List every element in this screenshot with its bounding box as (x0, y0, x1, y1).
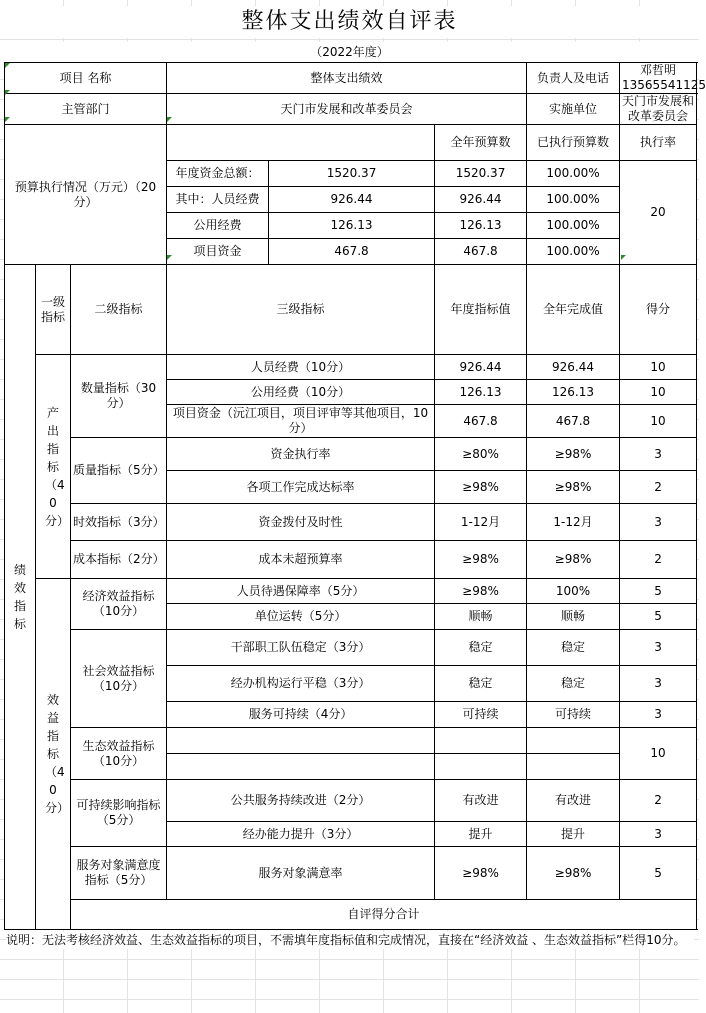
indicator-name-empty[interactable] (167, 754, 435, 780)
indicator-target[interactable]: 1-12月 (435, 504, 527, 541)
quantity-indicator-label[interactable]: 数量指标（30分） (71, 355, 167, 438)
indicator-row (5, 630, 697, 666)
indicator-target[interactable]: ≥80% (435, 438, 527, 471)
indicator-target-empty[interactable] (435, 754, 527, 780)
indicator-actual-empty[interactable] (527, 728, 620, 754)
indicator-name[interactable]: 经办能力提升（3分） (167, 822, 435, 847)
page-subtitle: （2022年度） (0, 42, 699, 62)
project-name-label[interactable]: 项目 名称 (5, 63, 167, 94)
indicator-score[interactable]: 3 (620, 630, 697, 666)
total-label[interactable]: 自评得分合计 (71, 900, 697, 930)
col-exec-rate[interactable]: 执行率 (620, 125, 697, 161)
indicator-target[interactable]: ≥98% (435, 471, 527, 504)
indicator-row (5, 579, 697, 604)
indicator-actual[interactable]: ≥98% (527, 847, 620, 900)
col-level3[interactable]: 三级指标 (167, 265, 435, 355)
indicator-row (5, 355, 697, 380)
indicator-score[interactable]: 10 (620, 380, 697, 405)
indicator-score[interactable]: 10 (620, 355, 697, 380)
col-level2[interactable]: 二级指标 (71, 265, 167, 355)
ecological-score[interactable]: 10 (620, 728, 697, 780)
indicator-actual[interactable]: 稳定 (527, 666, 620, 702)
budget-row-rate[interactable]: 100.00% (527, 187, 620, 213)
budget-row-executed[interactable]: 1520.37 (435, 161, 527, 187)
budget-score[interactable]: 20 (620, 161, 697, 265)
budget-row-label[interactable]: 年度资金总额： (167, 161, 269, 187)
benefit-indicator-label[interactable]: 效益指标（40分） (36, 579, 71, 930)
indicator-score[interactable]: 3 (620, 504, 697, 541)
cell-marker (167, 117, 172, 122)
indicator-target-empty[interactable] (435, 728, 527, 754)
budget-row-annual[interactable]: 926.44 (269, 187, 435, 213)
indicator-actual[interactable]: 稳定 (527, 630, 620, 666)
indicator-target[interactable]: 可持续 (435, 702, 527, 728)
indicator-target[interactable]: 126.13 (435, 380, 527, 405)
indicator-actual[interactable]: ≥98% (527, 471, 620, 504)
dept-label[interactable]: 主管部门 (5, 94, 167, 125)
indicator-score[interactable]: 3 (620, 822, 697, 847)
indicator-score[interactable]: 5 (620, 579, 697, 604)
economic-indicator-label[interactable]: 经济效益指标（10分） (71, 579, 167, 630)
indicator-row (5, 780, 697, 822)
indicator-target[interactable]: 提升 (435, 822, 527, 847)
col-level1[interactable]: 一级指标 (36, 265, 71, 355)
indicator-name[interactable]: 公用经费（10分） (167, 380, 435, 405)
budget-row-label[interactable]: 项目资金 (167, 239, 269, 265)
indicator-actual[interactable]: 467.8 (527, 405, 620, 438)
cell-marker (621, 255, 626, 260)
indicator-target[interactable]: ≥98% (435, 541, 527, 579)
sustainable-indicator-label[interactable]: 可持续影响指标（5分） (71, 780, 167, 847)
quality-indicator-label[interactable]: 质量指标（5分） (71, 438, 167, 504)
indicator-score[interactable]: 2 (620, 541, 697, 579)
budget-row-rate[interactable]: 100.00% (527, 213, 620, 239)
output-indicator-label[interactable]: 产出指标（40分） (36, 355, 71, 579)
budget-row-executed[interactable]: 126.13 (435, 213, 527, 239)
indicator-row (5, 504, 697, 541)
indicator-name[interactable]: 人员待遇保障率（5分） (167, 579, 435, 604)
cell-marker (5, 117, 10, 122)
indicator-score[interactable]: 5 (620, 847, 697, 900)
col-indicator-score[interactable]: 得分 (620, 265, 697, 355)
col-annual-budget[interactable]: 全年预算数 (435, 125, 527, 161)
indicator-name[interactable]: 项目资金（沅江项目，项目评审等其他项目，10分） (167, 405, 435, 438)
indicator-name[interactable]: 成本未超预算率 (167, 541, 435, 579)
ecological-indicator-label[interactable]: 生态效益指标（10分） (71, 728, 167, 780)
budget-row-executed[interactable]: 926.44 (435, 187, 527, 213)
indicator-target[interactable]: ≥98% (435, 579, 527, 604)
indicator-name[interactable]: 服务可持续（4分） (167, 702, 435, 728)
col-target[interactable]: 年度指标值 (435, 265, 527, 355)
indicator-name[interactable]: 经办机构运行平稳（3分） (167, 666, 435, 702)
satisfaction-indicator-label[interactable]: 服务对象满意度指标（5分） (71, 847, 167, 900)
indicator-name[interactable]: 人员经费（10分） (167, 355, 435, 380)
indicator-actual[interactable]: ≥98% (527, 541, 620, 579)
cost-indicator-label[interactable]: 成本指标（2分） (71, 541, 167, 579)
indicator-actual-empty[interactable] (527, 754, 620, 780)
indicator-target[interactable]: 467.8 (435, 405, 527, 438)
budget-row-annual[interactable]: 467.8 (269, 239, 435, 265)
evaluation-table (4, 62, 706, 930)
cell-marker (5, 90, 10, 95)
perf-indicator-label[interactable]: 绩效指标 (5, 265, 36, 930)
indicator-actual[interactable]: 100% (527, 579, 620, 604)
total-row (5, 900, 697, 930)
indicator-target[interactable]: 顺畅 (435, 604, 527, 630)
impl-value[interactable]: 天门市发展和改革委员会 (620, 94, 697, 125)
budget-row-executed[interactable]: 467.8 (435, 239, 527, 265)
timeliness-indicator-label[interactable]: 时效指标（3分） (71, 504, 167, 541)
indicator-score[interactable]: 10 (620, 405, 697, 438)
indicator-name[interactable]: 资金执行率 (167, 438, 435, 471)
indicator-header-row (5, 265, 697, 355)
indicator-target[interactable]: 926.44 (435, 355, 527, 380)
page-title: 整体支出绩效自评表 (0, 6, 699, 38)
dept-value[interactable]: 天门市发展和改革委员会 (167, 94, 527, 125)
budget-row-label[interactable]: 公用经费 (167, 213, 269, 239)
indicator-actual[interactable]: 1-12月 (527, 504, 620, 541)
budget-header-row (5, 125, 697, 161)
indicator-name-empty[interactable] (167, 728, 435, 754)
indicator-actual[interactable]: 126.13 (527, 380, 620, 405)
cell-marker (5, 63, 10, 68)
indicator-actual[interactable]: 有改进 (527, 780, 620, 822)
indicator-target[interactable]: 稳定 (435, 630, 527, 666)
indicator-score[interactable]: 3 (620, 702, 697, 728)
col-executed-budget[interactable]: 已执行预算数 (527, 125, 620, 161)
indicator-actual[interactable]: ≥98% (527, 438, 620, 471)
indicator-name[interactable]: 干部职工队伍稳定（3分） (167, 630, 435, 666)
indicator-name[interactable]: 服务对象满意率 (167, 847, 435, 900)
indicator-score[interactable]: 2 (620, 471, 697, 504)
budget-row-annual[interactable]: 1520.37 (269, 161, 435, 187)
indicator-target[interactable]: 稳定 (435, 666, 527, 702)
indicator-name[interactable]: 公共服务持续改进（2分） (167, 780, 435, 822)
col-actual[interactable]: 全年完成值 (527, 265, 620, 355)
budget-blank-cell[interactable] (167, 125, 435, 161)
budget-row-label[interactable]: 其中：人员经费 (167, 187, 269, 213)
indicator-score[interactable]: 3 (620, 438, 697, 471)
indicator-row (5, 541, 697, 579)
indicator-name[interactable]: 单位运转（5分） (167, 604, 435, 630)
indicator-name[interactable]: 资金拨付及时性 (167, 504, 435, 541)
indicator-score[interactable]: 3 (620, 666, 697, 702)
social-indicator-label[interactable]: 社会效益指标（10分） (71, 630, 167, 728)
indicator-row (5, 728, 697, 754)
indicator-row (5, 438, 697, 471)
indicator-actual[interactable]: 顺畅 (527, 604, 620, 630)
indicator-target[interactable]: 有改进 (435, 780, 527, 822)
budget-row-rate[interactable]: 100.00% (527, 239, 620, 265)
indicator-target[interactable]: ≥98% (435, 847, 527, 900)
budget-row-rate[interactable]: 100.00% (527, 161, 620, 187)
project-name-value[interactable]: 整体支出绩效 (167, 63, 527, 94)
indicator-score[interactable]: 5 (620, 604, 697, 630)
indicator-name[interactable]: 各项工作完成达标率 (167, 471, 435, 504)
cell-marker (167, 255, 172, 260)
budget-section-label[interactable]: 预算执行情况（万元）（20分） (5, 125, 167, 265)
indicator-actual[interactable]: 提升 (527, 822, 620, 847)
project-row (5, 63, 697, 94)
department-row (5, 94, 697, 125)
explanation-note: 说明：无法考核经济效益、生态效益指标的项目，不需填年度指标值和完成情况，直接在“经济效益 、生态效益指标”栏得10分。 (6, 932, 694, 949)
contact-value[interactable]: 邓哲明 13565541125 (620, 63, 697, 94)
indicator-actual[interactable]: 926.44 (527, 355, 620, 380)
indicator-row (5, 847, 697, 900)
budget-row-annual[interactable]: 126.13 (269, 213, 435, 239)
indicator-score[interactable]: 2 (620, 780, 697, 822)
impl-label[interactable]: 实施单位 (527, 94, 620, 125)
contact-label[interactable]: 负责人及电话 (527, 63, 620, 94)
indicator-actual[interactable]: 可持续 (527, 702, 620, 728)
